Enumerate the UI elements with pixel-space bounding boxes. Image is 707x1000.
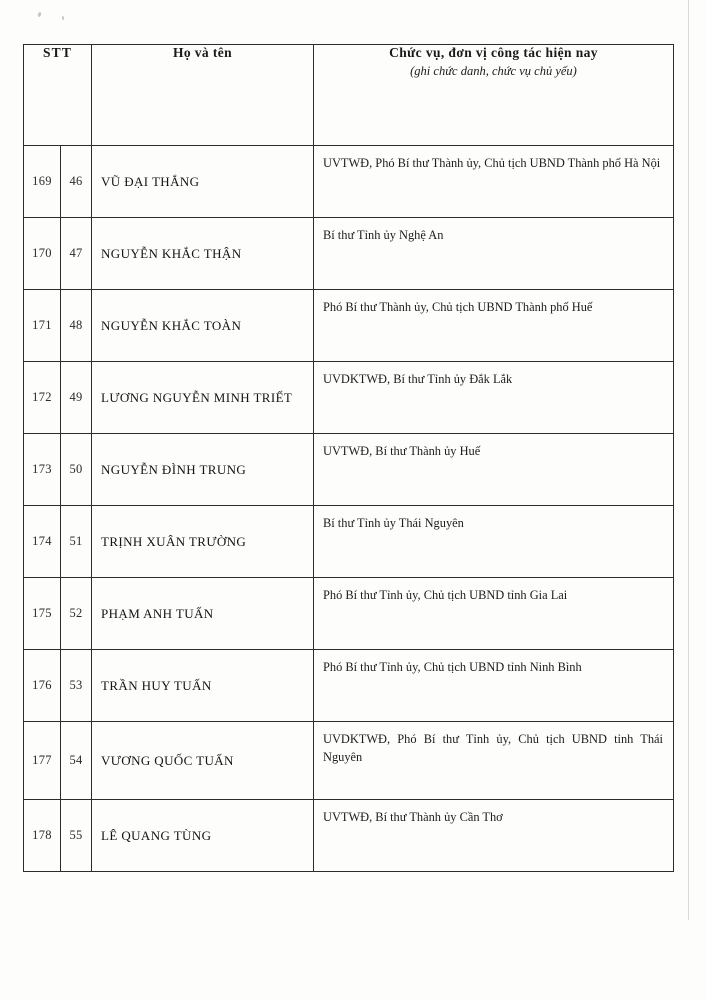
table-row bbox=[24, 722, 674, 800]
table-row bbox=[24, 146, 674, 218]
column-header-name: Họ và tên bbox=[92, 45, 314, 146]
row-name: LƯƠNG NGUYỄN MINH TRIẾT bbox=[92, 362, 314, 434]
row-sub-number: 47 bbox=[61, 218, 92, 290]
row-position: UVDKTWĐ, Bí thư Tỉnh ủy Đắk Lắk bbox=[314, 362, 674, 434]
row-position: Phó Bí thư Tỉnh ủy, Chủ tịch UBND tỉnh Gia Lai bbox=[314, 578, 674, 650]
table-row bbox=[24, 434, 674, 506]
row-name: NGUYỄN ĐÌNH TRUNG bbox=[92, 434, 314, 506]
row-name: VƯƠNG QUỐC TUẤN bbox=[92, 722, 314, 800]
table-row bbox=[24, 506, 674, 578]
table-body bbox=[24, 146, 674, 872]
row-sub-number: 48 bbox=[61, 290, 92, 362]
column-header-stt-label: STT bbox=[42, 45, 73, 60]
column-header-position bbox=[314, 45, 674, 146]
table-row bbox=[24, 650, 674, 722]
row-name: TRỊNH XUÂN TRƯỜNG bbox=[92, 506, 314, 578]
row-position: Phó Bí thư Tỉnh ủy, Chủ tịch UBND tỉnh Ninh Bình bbox=[314, 650, 674, 722]
row-number: 173 bbox=[24, 434, 61, 506]
row-number: 170 bbox=[24, 218, 61, 290]
row-sub-number: 53 bbox=[61, 650, 92, 722]
table-row bbox=[24, 218, 674, 290]
column-header-position-main: Chức vụ, đơn vị công tác hiện nay bbox=[389, 45, 598, 60]
row-position: UVTWĐ, Bí thư Thành ủy Huế bbox=[314, 434, 674, 506]
row-sub-number: 55 bbox=[61, 800, 92, 872]
table-header bbox=[24, 45, 674, 146]
row-number: 169 bbox=[24, 146, 61, 218]
personnel-table bbox=[23, 44, 674, 872]
row-name: TRẦN HUY TUẤN bbox=[92, 650, 314, 722]
row-number: 175 bbox=[24, 578, 61, 650]
row-number: 176 bbox=[24, 650, 61, 722]
row-sub-number: 49 bbox=[61, 362, 92, 434]
row-name: NGUYỄN KHẮC THẬN bbox=[92, 218, 314, 290]
row-number: 178 bbox=[24, 800, 61, 872]
table-row bbox=[24, 800, 674, 872]
row-name: NGUYỄN KHẮC TOÀN bbox=[92, 290, 314, 362]
scan-speck-icon bbox=[62, 16, 65, 20]
row-number: 172 bbox=[24, 362, 61, 434]
row-sub-number: 52 bbox=[61, 578, 92, 650]
table-row bbox=[24, 362, 674, 434]
row-name: PHẠM ANH TUẤN bbox=[92, 578, 314, 650]
row-position: UVDKTWĐ, Phó Bí thư Tỉnh ủy, Chủ tịch UBND tỉnh Thái Nguyên bbox=[314, 722, 674, 800]
row-sub-number: 54 bbox=[61, 722, 92, 800]
row-sub-number: 46 bbox=[61, 146, 92, 218]
row-sub-number: 50 bbox=[61, 434, 92, 506]
column-header-position-sub: (ghi chức danh, chức vụ chủ yếu) bbox=[410, 64, 577, 78]
scan-edge-line bbox=[688, 0, 689, 920]
row-number: 177 bbox=[24, 722, 61, 800]
row-sub-number: 51 bbox=[61, 506, 92, 578]
table-row bbox=[24, 578, 674, 650]
row-position: Bí thư Tỉnh ủy Thái Nguyên bbox=[314, 506, 674, 578]
row-name: VŨ ĐẠI THẮNG bbox=[92, 146, 314, 218]
table-row bbox=[24, 290, 674, 362]
row-position: UVTWĐ, Phó Bí thư Thành ủy, Chủ tịch UBND Thành phố Hà Nội bbox=[314, 146, 674, 218]
row-name: LÊ QUANG TÙNG bbox=[92, 800, 314, 872]
column-header-stt bbox=[24, 45, 92, 146]
row-number: 171 bbox=[24, 290, 61, 362]
scan-speck-icon bbox=[37, 12, 41, 18]
row-position: Phó Bí thư Thành ủy, Chủ tịch UBND Thành phố Huế bbox=[314, 290, 674, 362]
row-position: UVTWĐ, Bí thư Thành ủy Cần Thơ bbox=[314, 800, 674, 872]
row-number: 174 bbox=[24, 506, 61, 578]
row-position: Bí thư Tỉnh ủy Nghệ An bbox=[314, 218, 674, 290]
